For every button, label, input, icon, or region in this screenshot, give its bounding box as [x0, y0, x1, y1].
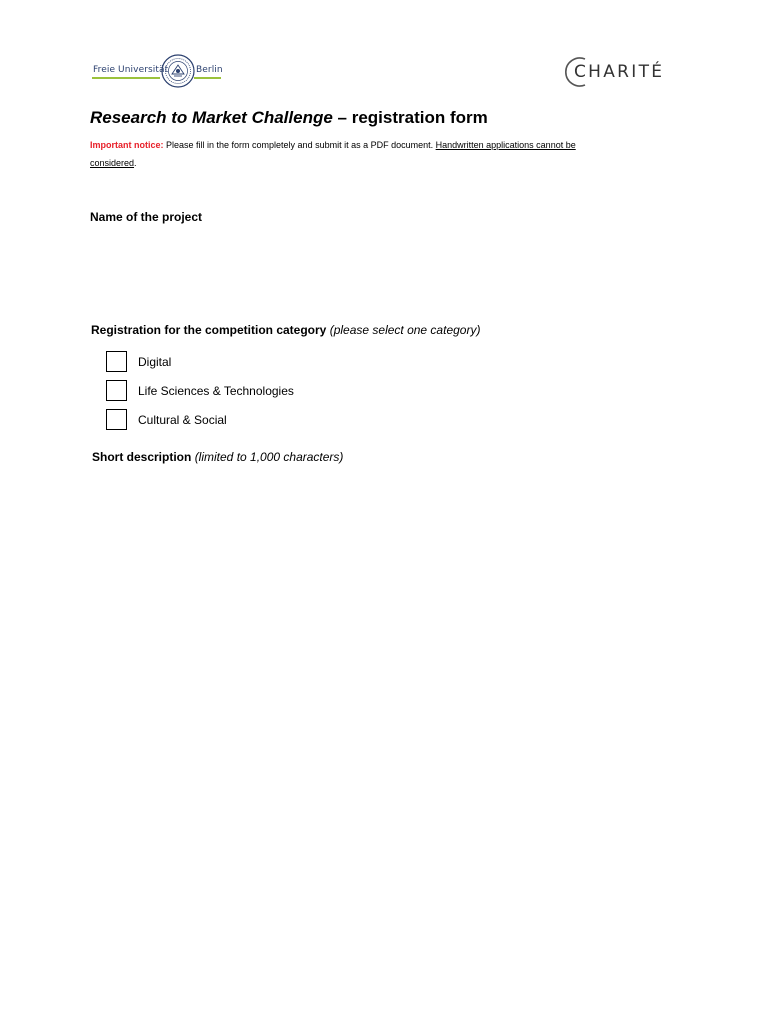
- charite-logo: [561, 55, 665, 89]
- notice-text: Please fill in the form completely and submit it as a PDF document.: [163, 140, 436, 150]
- fu-logo-underline-left: [92, 77, 160, 79]
- page-title: [90, 108, 488, 128]
- short-description-heading: [92, 450, 343, 464]
- notice-underlined-text: Handwritten applications cannot be considered: [90, 140, 576, 168]
- checkbox-cultural-social[interactable]: [106, 409, 127, 430]
- checkbox-digital[interactable]: [106, 351, 127, 372]
- short-description-label: Short description: [92, 450, 195, 464]
- page-title-rest: – registration form: [332, 108, 488, 127]
- fu-logo-underline-right: [194, 77, 221, 79]
- option-label-life-sciences: Life Sciences & Technologies: [138, 384, 294, 398]
- project-name-heading: Name of the project: [90, 210, 203, 224]
- notice-end: .: [134, 158, 137, 168]
- category-heading: [91, 323, 480, 337]
- freie-universitaet-logo: [90, 52, 224, 92]
- category-heading-label: Registration for the competition category: [91, 323, 330, 337]
- checkbox-life-sciences[interactable]: [106, 380, 127, 401]
- notice-label: Important notice:: [90, 140, 164, 150]
- page-title-italic: Research to Market Challenge: [90, 108, 333, 127]
- option-label-cultural-social: Cultural & Social: [138, 413, 227, 427]
- university-seal-icon: [161, 54, 195, 88]
- important-notice: [90, 136, 610, 172]
- fu-logo-right-text: Berlin: [196, 65, 223, 75]
- fu-logo-left-text: Freie Universität: [93, 65, 169, 75]
- option-label-digital: Digital: [138, 355, 172, 369]
- category-heading-hint: (please select one category): [329, 323, 481, 337]
- short-description-hint: (limited to 1,000 characters): [194, 450, 344, 464]
- charite-logo-text: CHARITÉ: [574, 62, 665, 82]
